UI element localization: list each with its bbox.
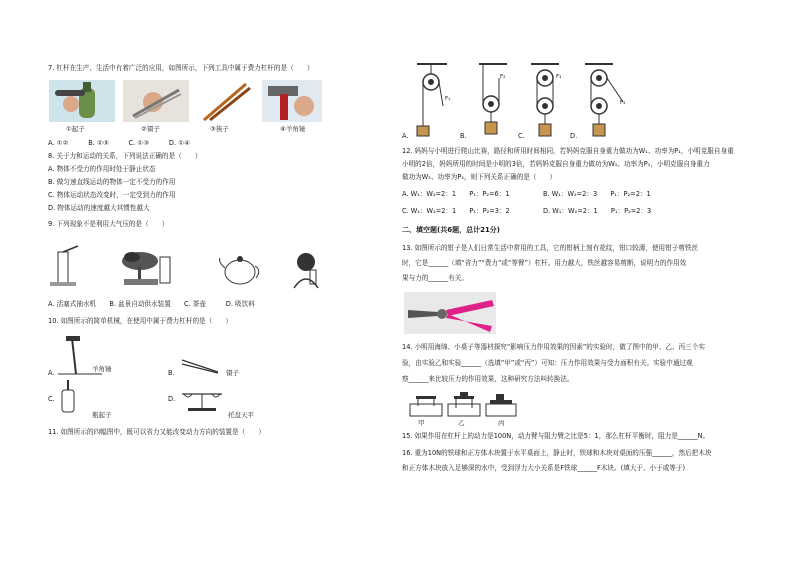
q11-option-b: B. <box>460 132 467 140</box>
q12-option-c: C. W₁：W₂=2：1 P₁：P₂=3：2 <box>402 207 510 215</box>
q12-option-b: B. W₁：W₂=2：3 P₁：P₂=2：1 <box>543 190 651 198</box>
q7-caption-4: ④羊角锤 <box>280 125 306 133</box>
q14-caption-bing: 丙 <box>498 419 505 427</box>
pulley-label-f3: F₃ <box>556 74 562 80</box>
pressure-experiment-diagram <box>408 392 518 418</box>
q12-line-3: 做功为W₂、功率为P₂，则下列关系正确的是（ ） <box>402 173 557 181</box>
bottle-opener-photo <box>49 80 115 122</box>
q12-option-d: D. W₁：W₂=2：1 P₁：P₂=2：3 <box>543 207 652 215</box>
q7-caption-3: ③筷子 <box>210 125 229 133</box>
q7-stem: 7. 杠杆在生产、生活中有着广泛的应用，如图所示，下列工具中属于费力杠杆的是（ ） <box>48 64 314 72</box>
q14-line-3: 察______来比较压力的作用效果，这种研究方法叫转换法。 <box>402 375 574 383</box>
bottle-opener-icon <box>49 80 115 122</box>
q16-line-2: 和正方体木块放入足够深的水中，受到浮力大小关系是F铁球______F木块。(填大于、小于或等于) <box>402 464 686 472</box>
section-2-heading: 二、填空题(共6题，总计21分) <box>402 226 501 234</box>
q12-option-a: A. W₁：W₂=2：1 P₁：P₂=6：1 <box>402 190 510 198</box>
pulley-a <box>417 64 447 136</box>
pliers-photo <box>404 292 496 334</box>
q7-options: A. ①② B. ②③ C. ①③ D. ①④ <box>48 139 191 147</box>
q9-options: A. 活塞式抽水机 B. 盆景自动供水装置 C. 茶壶 D. 吸饮料 <box>48 300 255 308</box>
chopsticks-icon <box>196 80 254 122</box>
q12-line-1: 12. 妈妈与小明进行爬山比赛，路径和所用时间相同，若妈妈克服自身重力做功为W₁、功率为P₁，小明克服自身重 <box>402 147 734 155</box>
q9-stem: 9. 下列现象不是利用大气压的是（ ） <box>48 220 169 228</box>
q8-option-c: C. 物体运动状态改变时，一定受到力的作用 <box>48 191 176 199</box>
tweezers-diagram-icon <box>180 358 220 376</box>
q11-stem: 11. 如图所示的四幅图中，既可以省力又能改变动力方向的装置是（ ） <box>48 428 265 436</box>
pulley-diagrams <box>403 62 653 138</box>
balance-scale-icon <box>180 388 224 412</box>
q16-line-1: 16. 重为10N的铁球和正方体木块置于水平桌面上，静止时，铁球和木块对桌面的压强______，然后把木块 <box>402 449 712 457</box>
q8-stem: 8. 关于力和运动的关系，下列说法正确的是（ ） <box>48 152 202 160</box>
q7-caption-2: ②镊子 <box>141 125 160 133</box>
tweezers-icon <box>123 80 189 122</box>
q14-caption-jia: 甲 <box>418 419 425 427</box>
q11-option-c: C. <box>518 132 525 140</box>
pulley-label-f4: F₄ <box>620 100 626 106</box>
q14-caption-yi: 乙 <box>458 419 465 427</box>
q14-line-2: 验，由实验乙和实验______（选填“甲”或“丙”）可知：压力作用效果与受力面积有关。实验中通过观 <box>402 359 693 367</box>
q10-option-a-label: A. <box>48 369 55 377</box>
pliers-icon <box>404 292 496 334</box>
q13-line-3: 果与力的______有关。 <box>402 274 468 282</box>
pulley-c <box>531 64 562 136</box>
q10-option-c-label: C. <box>48 395 55 403</box>
teapot-icon <box>218 252 262 286</box>
q8-option-b: B. 做匀速直线运动的物体一定不受力的作用 <box>48 178 176 186</box>
q10-option-d-caption: 托盘天平 <box>228 411 254 419</box>
q10-stem: 10. 如图所示的简单机械，在使用中属于费力杠杆的是（ ） <box>48 317 233 325</box>
q11-option-a: A. <box>402 132 409 140</box>
drinking-straw-person-icon <box>290 250 324 290</box>
water-pump-icon <box>48 246 82 288</box>
tweezers-photo <box>123 80 189 122</box>
q11-option-d: D. <box>570 132 578 140</box>
q10-option-d-label: D. <box>168 395 176 403</box>
q12-line-2: 小明的2倍，妈妈所用的时间是小明的3倍，若妈妈克服自身重力做功为W₁、功率为P₁，小明克服自身重力 <box>402 160 710 168</box>
bonsai-water-device-icon <box>118 247 174 289</box>
q13-line-2: 时，它是______（填“省力”“费力”或“等臂”）杠杆。用力越大，铁丝越容易剪断，说明力的作用效 <box>402 259 687 267</box>
pulley-d <box>585 64 626 136</box>
q10-option-b-caption: 镊子 <box>226 369 239 377</box>
q7-caption-1: ①起子 <box>66 125 85 133</box>
q10-option-b-label: B. <box>168 369 175 377</box>
q8-option-a: A. 物体不受力的作用时处于静止状态 <box>48 165 156 173</box>
chopsticks-photo <box>196 80 254 122</box>
claw-hammer-photo <box>262 80 322 122</box>
pulley-label-f1: F₁ <box>445 96 451 102</box>
pulley-label-f2: F₂ <box>500 74 506 80</box>
q13-line-1: 13. 如图所示的钳子是人们日常生活中常用的工具，它的钳柄上刻有花纹，钳口较薄，使用钳子剪铁丝 <box>402 244 699 252</box>
q14-line-1: 14. 小明用海绵、小桌子等器材探究“影响压力作用效果的因素”的实验时，做了图中的甲、乙、丙三个实 <box>402 343 705 351</box>
bottle-opener-diagram-icon <box>58 380 80 414</box>
q10-option-a-caption: 羊角锤 <box>92 365 112 373</box>
q15: 15. 如果作用在杠杆上的动力是100N，动力臂与阻力臂之比是5：1，那么杠杆平衡时，阻力是______N。 <box>402 432 710 440</box>
hammer-icon <box>262 80 322 122</box>
q8-option-d: D. 物体运动的速度越大其惯性越大 <box>48 204 150 212</box>
q10-option-c-caption: 瓶起子 <box>92 411 112 419</box>
